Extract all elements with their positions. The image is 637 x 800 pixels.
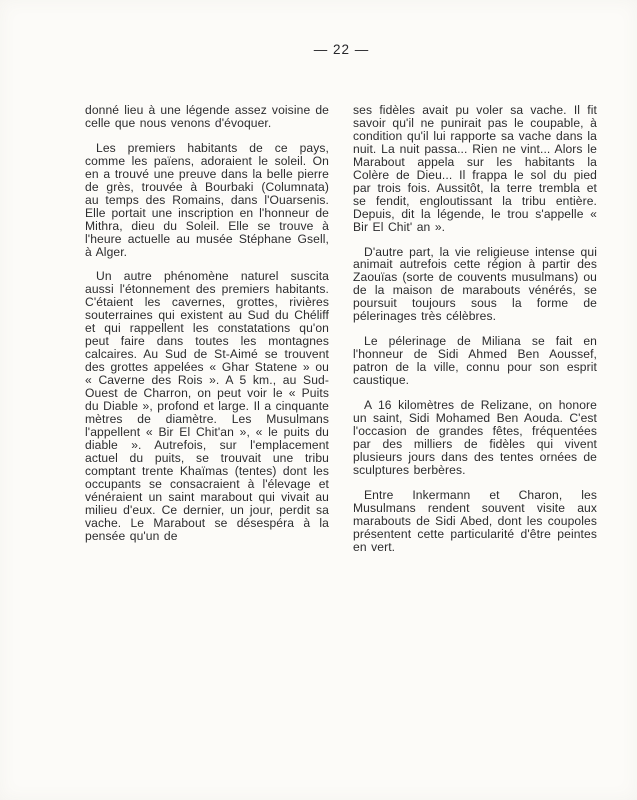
- right-column: [353, 104, 597, 554]
- two-column-text-block: [85, 104, 598, 554]
- paragraph: Entre Inkermann et Charon, les Musulmans rendent souvent visite aux marabouts de Sidi Abed, dont les coupoles présentent cette particularité d'être peintes en vert.: [353, 487, 597, 554]
- page-number-header: — 22 —: [313, 42, 370, 57]
- paragraph: A 16 kilomètres de Relizane, on honore un saint, Sidi Mohamed Ben Aouda. C'est l'occasion de grandes fêtes, fréquentées par des milliers de fidèles qui vivent plusieurs jours dans des tentes ornées de sculptures berbères.: [353, 398, 597, 477]
- paragraph-continuation: ses fidèles avait pu voler sa vache. Il fit savoir qu'il ne punirait pas le coupable, à condition qu'il lui rapporte sa vache dans la nuit. La nuit passa... Rien ne vint... Alors le Marabout appela sur les habitants la Colère de Dieu... Il frappa le sol du pied par trois fois. Aussitôt, la terre trembla et se fendit, engloutissant la tribu entière. Depuis, dit la légende, le trou s'appelle « Bir El Chit' an ».: [353, 103, 597, 234]
- paragraph-continuation: donné lieu à une légende assez voisine de celle que nous venons d'évoquer.: [85, 103, 329, 130]
- paragraph: Les premiers habitants de ce pays, comme les païens, adoraient le soleil. On en a trouvé une preuve dans la belle pierre de grès, trouvée à Bourbaki (Columnata) au temps des Romains, dans l'Ouarsenis. Elle portait une inscription en l'honneur de Mithra, dieu du Soleil. Elle se trouve à l'heure actuelle au musée Stéphane Gsell, à Alger.: [85, 140, 329, 259]
- paragraph: D'autre part, la vie religieuse intense qui animait autrefois cette région à partir des Zaouïas (sorte de couvents musulmans) ou de la maison de marabouts vénérés, se poursuit toujours sous la forme de pélerinages très célèbres.: [353, 244, 597, 324]
- left-column: [85, 104, 329, 554]
- paragraph: Le pélerinage de Miliana se fait en l'honneur de Sidi Ahmed Ben Aoussef, patron de la ville, connu pour son esprit caustique.: [353, 334, 597, 388]
- paragraph: Un autre phénomène naturel suscita aussi l'étonnement des premiers habitants. C'étaient les cavernes, grottes, rivières souterraines qui existent au Sud du Chéliff et qui rappellent les constatations qu'on peut faire dans toutes les montagnes calcaires. Au Sud de St-Aimé se trouvent des grottes appelées « Ghar Statene » ou « Caverne des Rois ». A 5 km., au Sud-Ouest de Charron, on peut voir le « Puits du Diable », profond et large. Il a cinquante mètres de diamètre. Les Musulmans l'appellent « Bir El Chit'an », « le puits du diable ». Autrefois, sur l'emplacement actuel du puits, se trouvait une tribu comptant trente Khaïmas (tentes) dont les occupants se consacraient à l'élevage et vénéraient un saint marabout qui vivait au milieu d'eux. Ce dernier, un jour, perdit sa vache. Le Marabout se désespéra à la pensée qu'un de: [85, 269, 329, 543]
